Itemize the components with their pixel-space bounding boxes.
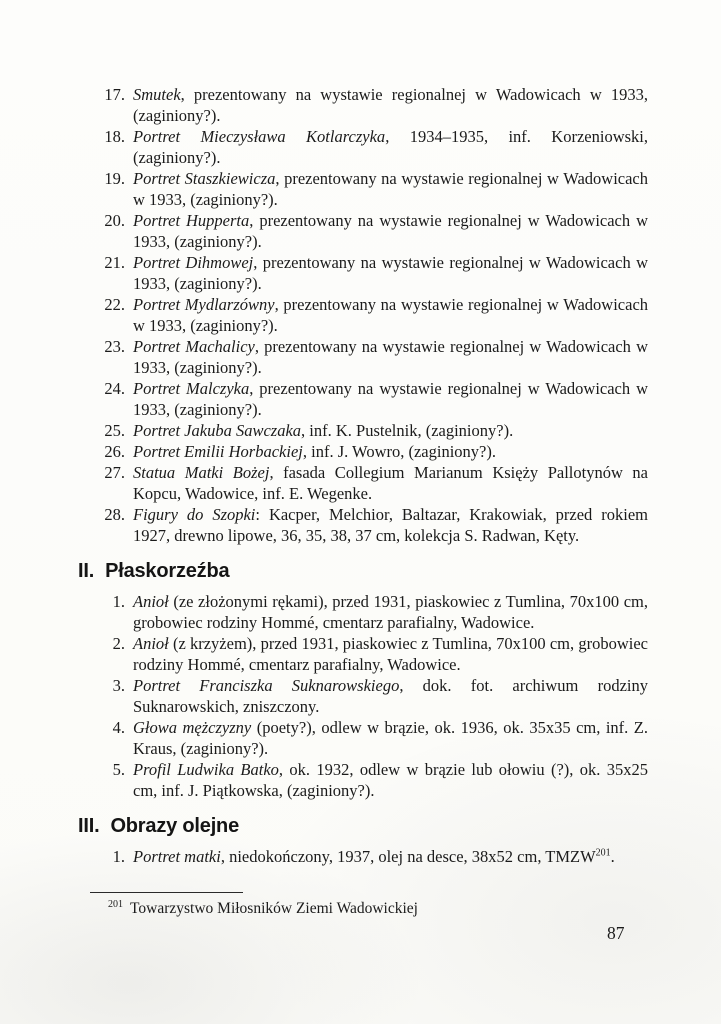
footnote-rule	[90, 892, 243, 893]
section-title: Płaskorzeźba	[105, 560, 230, 582]
item-description: (ze złożonymi rękami), przed 1931, piaskowiec z Tumlina, 70x100 cm, grobowiec rodziny Hommé, cmentarz parafialny, Wadowice.	[133, 592, 648, 632]
section-numeral: II.	[78, 560, 95, 582]
item-description: (poety?), odlew w brązie, ok. 1936, ok. 35x35 cm, inf. Z. Kraus, (zaginiony?).	[133, 718, 649, 758]
list-item-19	[100, 168, 648, 210]
list-item-20	[100, 210, 648, 252]
section-3-list	[100, 846, 648, 867]
item-title: Portret Franciszka Suknarowskiego	[133, 676, 400, 695]
item-title: Portret Hupperta	[133, 211, 250, 230]
item-description: , prezentowany na wystawie regionalnej w Wadowicach w 1933, (zaginiony?).	[133, 169, 649, 209]
footnote-line	[90, 899, 648, 919]
item-text	[133, 126, 648, 168]
item-number: 27.	[104, 463, 125, 482]
section-heading-plaskorzezba	[78, 559, 648, 583]
item-text	[133, 717, 648, 759]
item-number: 25.	[104, 421, 125, 440]
item-text	[133, 759, 648, 801]
item-title: Portret Jakuba Sawczaka	[133, 421, 302, 440]
item-number: 1.	[112, 847, 125, 866]
item-number: 20.	[104, 211, 125, 230]
list-item-24	[100, 378, 648, 420]
list-item-27	[100, 462, 648, 504]
list-item-21	[100, 252, 648, 294]
page-number: 87	[607, 923, 625, 943]
item-description: , niedokończony, 1937, olej na desce, 38x52 cm, TMZW	[220, 847, 596, 866]
section-numeral: III.	[78, 815, 100, 837]
item-number: 19.	[104, 169, 125, 188]
item-title: Figury do Szopki	[133, 505, 256, 524]
item-description: , inf. J. Wowro, (zaginiony?).	[302, 442, 496, 461]
item-text	[133, 168, 648, 210]
list-item-s2-5	[100, 759, 648, 801]
item-description: , prezentowany na wystawie regionalnej w Wadowicach w 1933, (zaginiony?).	[133, 295, 649, 335]
item-description: , prezentowany na wystawie regionalnej w Wadowicach w 1933, (zaginiony?).	[133, 337, 648, 377]
item-title: Statua Matki Bożej	[133, 463, 270, 482]
item-number: 1.	[112, 592, 125, 611]
item-number: 26.	[104, 442, 125, 461]
item-text	[133, 591, 648, 633]
item-description: (z krzyżem), przed 1931, piaskowiec z Tumlina, 70x100 cm, grobowiec rodziny Hommé, cmentarz parafialny, Wadowice.	[133, 634, 648, 674]
section-2-list	[100, 591, 648, 801]
item-number: 17.	[104, 85, 125, 104]
item-title: Portret Malczyka	[133, 379, 250, 398]
section-title: Obrazy olejne	[110, 815, 239, 837]
item-text	[133, 846, 648, 867]
item-description: , 1934–1935, inf. Korzeniowski, (zaginiony?).	[133, 127, 648, 167]
list-item-22	[100, 294, 648, 336]
footnote-block	[90, 892, 648, 919]
list-item-s2-4	[100, 717, 648, 759]
list-item-s2-1	[100, 591, 648, 633]
list-item-s2-2	[100, 633, 648, 675]
item-number: 28.	[104, 505, 125, 524]
item-description: , fasada Collegium Marianum Księży Pallotynów na Kopcu, Wadowice, inf. E. Wegenke.	[133, 463, 648, 503]
item-number: 4.	[112, 718, 125, 737]
item-number: 24.	[104, 379, 125, 398]
list-item-18	[100, 126, 648, 168]
item-description: , dok. fot. archiwum rodziny Suknarowskich, zniszczony.	[133, 676, 648, 716]
item-number: 5.	[112, 760, 125, 779]
item-title: Portret Mieczysława Kotlarczyka	[133, 127, 386, 146]
item-text	[133, 210, 648, 252]
list-item-26	[100, 441, 648, 462]
item-text	[133, 84, 648, 126]
list-item-23	[100, 336, 648, 378]
item-title: Głowa mężczyzny	[133, 718, 252, 737]
item-text	[133, 504, 648, 546]
list-item-25	[100, 420, 648, 441]
item-text	[133, 378, 648, 420]
item-description: , prezentowany na wystawie regionalnej w Wadowicach w 1933, (zaginiony?).	[133, 379, 648, 419]
footnote-reference: 201	[595, 847, 611, 859]
item-text	[133, 633, 648, 675]
item-description: , prezentowany na wystawie regionalnej w Wadowicach w 1933, (zaginiony?).	[133, 211, 648, 251]
item-title: Smutek	[133, 85, 181, 104]
section-heading-obrazy-olejne	[78, 814, 648, 838]
list-item-17	[100, 84, 648, 126]
item-title: Portret matki	[133, 847, 221, 866]
list-item-s2-3	[100, 675, 648, 717]
item-text	[133, 294, 648, 336]
item-text	[133, 462, 648, 504]
item-description: , prezentowany na wystawie regionalnej w Wadowicach w 1933, (zaginiony?).	[133, 253, 648, 293]
item-title: Portret Mydlarzówny	[133, 295, 275, 314]
item-number: 23.	[104, 337, 125, 356]
item-text	[133, 420, 648, 441]
item-description: , inf. K. Pustelnik, (zaginiony?).	[301, 421, 514, 440]
item-title: Portret Emilii Horbackiej	[133, 442, 303, 461]
item-number: 3.	[112, 676, 125, 695]
item-description: , ok. 1932, odlew w brązie lub ołowiu (?), ok. 35x25 cm, inf. J. Piątkowska, (zaginiony?).	[133, 760, 648, 800]
item-number: 22.	[104, 295, 125, 314]
main-catalog-list	[100, 84, 648, 546]
item-text	[133, 336, 648, 378]
item-number: 18.	[104, 127, 125, 146]
item-number: 2.	[112, 634, 125, 653]
item-description: , prezentowany na wystawie regionalnej w Wadowicach w 1933, (zaginiony?).	[133, 85, 648, 125]
item-title: Anioł	[133, 592, 169, 611]
list-item-28	[100, 504, 648, 546]
footnote-marker: 201	[108, 898, 123, 910]
item-text	[133, 441, 648, 462]
item-title: Portret Machalicy	[133, 337, 255, 356]
item-title: Anioł	[133, 634, 169, 653]
list-item-s3-1	[100, 846, 648, 867]
item-text	[133, 252, 648, 294]
item-description-tail: .	[610, 847, 615, 866]
item-description: : Kacper, Melchior, Baltazar, Krakowiak, przed rokiem 1927, drewno lipowe, 36, 35, 38, 37 cm, kolekcja S. Radwan, Kęty.	[133, 505, 648, 545]
footnote-text: Towarzystwo Miłosników Ziemi Wadowickiej	[130, 900, 418, 917]
item-number: 21.	[104, 253, 125, 272]
item-title: Portret Staszkiewicza	[133, 169, 276, 188]
item-title: Portret Dihmowej	[133, 253, 254, 272]
item-text	[133, 675, 648, 717]
item-title: Profil Ludwika Batko	[133, 760, 279, 779]
